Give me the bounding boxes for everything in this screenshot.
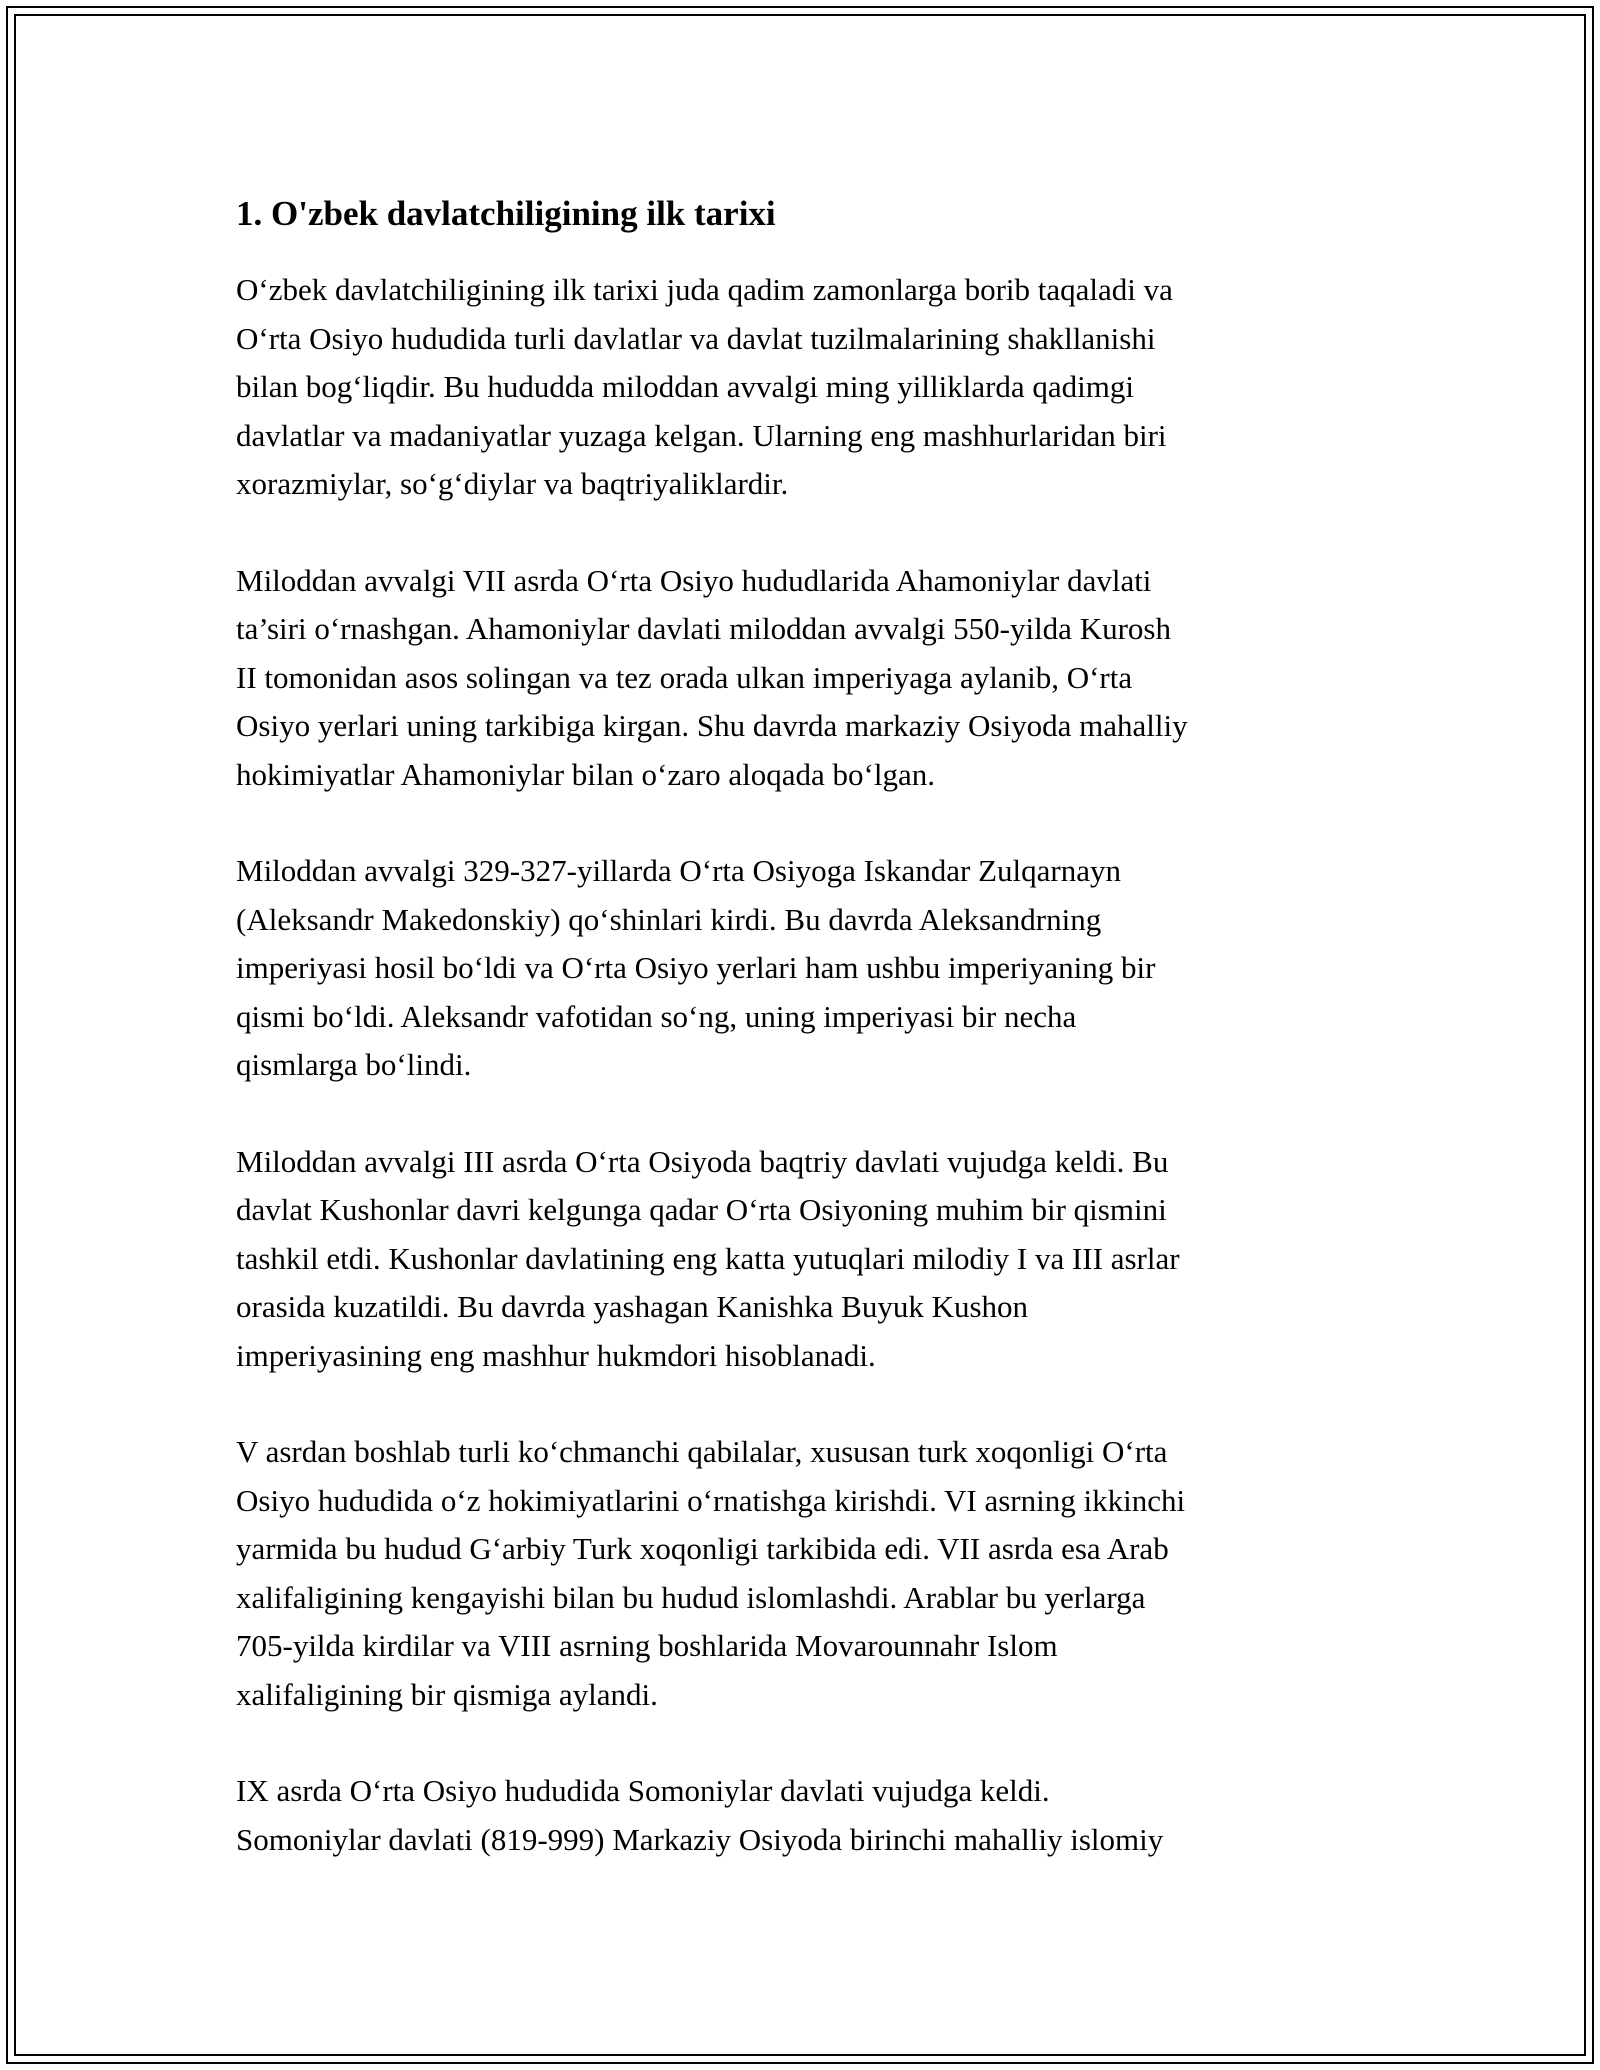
paragraph-1: O‘zbek davlatchiligining ilk tarixi juda qadim zamonlarga borib taqaladi va O‘rta Osiyo hududida turli davlatlar va davlat tuzilmalarining shakllanishi bilan bog‘liqdir. Bu hududda miloddan avvalgi ming yilliklarda qadimgi davlatlar va madaniyatlar yuzaga kelgan. Ularning eng mashhurlaridan biri xorazmiylar, so‘g‘diylar va baqtriyaliklardir. (236, 272, 1173, 501)
paragraph-6: IX asrda O‘rta Osiyo hududida Somoniylar davlati vujudga keldi. Somoniylar davlati (819-999) Markaziy Osiyoda birinchi mahalliy islomiy (236, 1773, 1164, 1857)
section-heading: 1. O'zbek davlatchiligining ilk tarixi (236, 194, 776, 233)
paragraph-2: Miloddan avvalgi VII asrda O‘rta Osiyo hududlarida Ahamoniylar davlati ta’siri o‘rnashgan. Ahamoniylar davlati miloddan avvalgi 550-yilda Kurosh II tomonidan asos solingan va tez orada ulkan imperiyaga aylanib, O‘rta Osiyo yerlari uning tarkibiga kirgan. Shu davrda markaziy Osiyoda mahalliy hokimiyatlar Ahamoniylar bilan o‘zaro aloqada bo‘lgan. (236, 562, 1188, 792)
paragraph-4: Miloddan avvalgi III asrda O‘rta Osiyoda baqtriy davlati vujudga keldi. Bu davlat Kushonlar davri kelgunga qadar O‘rta Osiyoning muhim bir qismini tashkil etdi. Kushonlar davlatining eng katta yutuqlari milodiy I va III asrlar orasida kuzatildi. Bu davrda yashagan Kanishka Buyuk Kushon imperiyasining eng mashhur hukmdori hisoblanadi. (236, 1143, 1180, 1373)
paragraph-3: Miloddan avvalgi 329-327-yillarda O‘rta Osiyoga Iskandar Zulqarnayn (Aleksandr Makedonskiy) qo‘shinlari kirdi. Bu davrda Aleksandrning imperiyasi hosil bo‘ldi va O‘rta Osiyo yerlari ham ushbu imperiyaning bir qismi bo‘ldi. Aleksandr vafotidan so‘ng, uning imperiyasi bir necha qismlarga bo‘lindi. (236, 853, 1156, 1082)
paragraph-5: V asrdan boshlab turli ko‘chmanchi qabilalar, xususan turk xoqonligi O‘rta Osiyo hududida o‘z hokimiyatlarini o‘rnatishga kirishdi. VI asrning ikkinchi yarmida bu hudud G‘arbiy Turk xoqonligi tarkibida edi. VII asrda esa Arab xalifaligining kengayishi bilan bu hudud islomlashdi. Arablar bu yerlarga 705-yilda kirdilar va VIII asrning boshlarida Movarounnahr Islom xalifaligining bir qismiga aylandi. (236, 1434, 1186, 1712)
document-body (236, 186, 1376, 1912)
